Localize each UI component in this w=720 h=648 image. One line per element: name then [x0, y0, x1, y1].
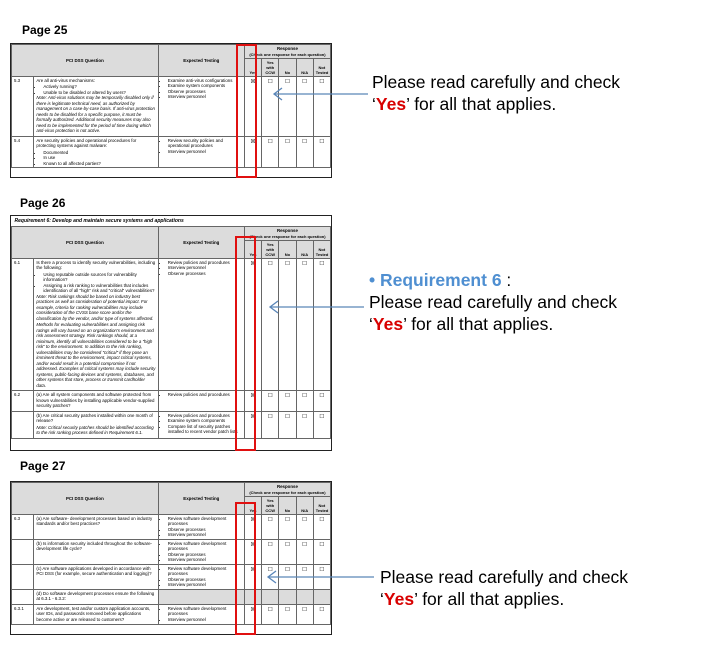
requirement-number — [12, 564, 34, 589]
quote-close: ’ — [414, 589, 418, 609]
response-column-1: Yes with CCW — [262, 240, 279, 258]
requirement-number — [12, 589, 34, 604]
question-note: Note: Anti-virus solutions may be temporarily disabled only if there is legitimate technical need, as authorized by management on a case-by-case basis. If anti-virus protection needs to be disabled for a specific purpose, it must be formally authorized. Additional security measures may also need to be implemented for the period of time during which anti-virus protection is not active. — [36, 95, 155, 133]
testing-cell — [158, 604, 244, 625]
testing-cell — [158, 411, 244, 438]
table-row — [12, 539, 331, 564]
table-row — [12, 76, 331, 136]
response-column-3: N/A — [296, 58, 313, 76]
callout-page-25 — [372, 71, 620, 115]
testing-item: • Examine anti-virus configurations — [168, 78, 242, 84]
page-label-25: Page 25 — [22, 23, 68, 37]
shaded-cell — [262, 589, 279, 604]
response-checkbox[interactable]: ☐ — [313, 391, 330, 412]
quote-open: ‘ — [380, 589, 384, 609]
response-column-1: Yes with CCW — [262, 58, 279, 76]
question-cell — [34, 539, 158, 564]
question-bullet: • Actively running? — [43, 84, 155, 90]
response-header — [244, 483, 330, 497]
document-page-26 — [10, 215, 332, 451]
testing-header: Expected Testing — [158, 227, 244, 259]
requirement-number — [12, 539, 34, 564]
document-page-25 — [10, 43, 332, 178]
testing-list — [161, 566, 242, 588]
question-text: (d) Do software development processes ensure the following at 6.3.1 - 6.3.2: — [36, 590, 155, 601]
callout-line-2 — [369, 313, 617, 335]
testing-list — [161, 606, 242, 623]
table-row — [12, 604, 331, 625]
callout-line-2 — [372, 93, 620, 115]
question-note: Note: Critical security patches should be identified according to the risk ranking process defined in Requirement 6.1. — [36, 424, 154, 436]
question-text: (a) Are all system components and software protected from known vulnerabilities by installing applicable vendor-supplied security patches? — [36, 392, 155, 409]
testing-item: • Review security policies and operational procedures — [168, 138, 242, 149]
table-row — [12, 589, 331, 604]
testing-cell — [158, 76, 244, 136]
callout-rest: for all that applies. — [409, 94, 557, 114]
table-row — [12, 391, 331, 412]
testing-list — [161, 541, 242, 563]
response-checkbox[interactable]: ☐ — [262, 76, 279, 136]
testing-item: • Review software development processes — [168, 516, 242, 527]
response-column-2: No — [279, 240, 296, 258]
question-note: Note: Risk rankings should be based on industry best practices as well as consideration of potential impact. For example, criteria for ranking vulnerabilities may include consideration of the CVSS base score and/or the classification by the vendor, and/or type of systems affected. — [36, 293, 154, 321]
response-checkbox[interactable]: ☐ — [279, 76, 296, 136]
testing-item: • Interview personnel — [168, 265, 242, 271]
response-checkbox[interactable]: ☐ — [313, 514, 330, 539]
response-label: Response — [276, 228, 298, 234]
yes-column-highlight-page-25 — [236, 44, 257, 178]
question-cell — [34, 514, 158, 539]
testing-item: • Review software development processes — [168, 541, 242, 552]
arrow-icon — [268, 86, 378, 102]
response-checkbox[interactable]: ☐ — [296, 136, 313, 168]
table-row — [12, 136, 331, 168]
shaded-cell — [296, 589, 313, 604]
response-checkbox[interactable]: ☐ — [279, 564, 296, 589]
response-column-4: Not Tested — [313, 58, 330, 76]
quote-open: ‘ — [372, 94, 376, 114]
response-checkbox[interactable]: ☐ — [313, 76, 330, 136]
yes-checkbox[interactable]: ☒ — [244, 604, 261, 625]
requirement-colon: : — [501, 270, 512, 290]
shaded-cell — [279, 589, 296, 604]
testing-cell — [158, 258, 244, 391]
question-bullet: • Assigning a risk ranking to vulnerabilities that includes identification of all "high" risk and "critical" vulnerabilities? — [43, 283, 155, 294]
response-checkbox[interactable]: ☐ — [296, 258, 313, 391]
response-column-4: Not Tested — [313, 496, 330, 514]
requirement-title-row — [12, 216, 331, 227]
response-sublabel: (Check one response for each question) — [249, 233, 326, 239]
page-label-27: Page 27 — [20, 459, 66, 473]
response-column-4: Not Tested — [313, 240, 330, 258]
question-text: Are all anti-virus mechanisms: — [36, 77, 95, 83]
question-bullet: • In use — [43, 155, 155, 161]
response-checkbox[interactable]: ☐ — [279, 539, 296, 564]
testing-cell — [158, 564, 244, 589]
quote-open: ‘ — [369, 314, 373, 334]
yes-checkbox[interactable]: ☒ — [244, 411, 261, 438]
question-text: (a) Are software- development processes based on industry standards and/or best practices? — [36, 515, 153, 526]
question-cell — [34, 258, 158, 391]
table-header-row — [12, 45, 331, 59]
requirement-6-label: • Requirement 6 — [369, 270, 502, 290]
response-checkbox[interactable]: ☐ — [296, 76, 313, 136]
yes-emphasis: Yes — [375, 94, 407, 114]
table-row — [12, 514, 331, 539]
response-checkbox[interactable]: ☐ — [262, 411, 279, 438]
callout-line-1: Please read carefully and check — [380, 567, 629, 587]
callout-page-26 — [369, 269, 617, 335]
testing-list — [161, 78, 242, 100]
question-bullets — [36, 150, 155, 167]
testing-item: • Review policies and procedures — [168, 413, 242, 419]
requirement-number: 6.2 — [12, 391, 34, 412]
testing-item: • Examine system components — [168, 83, 242, 89]
question-cell — [34, 564, 158, 589]
response-sublabel: (Check one response for each question) — [249, 489, 326, 495]
response-label: Response — [276, 484, 298, 489]
testing-item: • Interview personnel — [168, 617, 242, 623]
response-checkbox[interactable]: ☐ — [262, 258, 279, 391]
questionnaire-table — [11, 216, 331, 439]
response-checkbox[interactable]: ☐ — [279, 391, 296, 412]
response-checkbox[interactable]: ☐ — [313, 604, 330, 625]
question-cell — [34, 411, 158, 438]
response-checkbox[interactable]: ☐ — [262, 391, 279, 412]
response-column-2: No — [279, 58, 296, 76]
yes-checkbox[interactable]: ☒ — [244, 539, 261, 564]
requirement-number: 5.3 — [12, 76, 34, 136]
page-label-26: Page 26 — [20, 196, 66, 210]
callout-rest: for all that applies. — [417, 589, 565, 609]
testing-item: • Interview personnel — [168, 149, 242, 155]
testing-item: • Observe processes — [168, 552, 242, 558]
testing-cell — [158, 391, 244, 412]
testing-item: • Examine system components — [168, 418, 242, 424]
response-column-3: N/A — [296, 496, 313, 514]
testing-list — [161, 260, 242, 277]
question-bullets — [36, 84, 155, 95]
response-checkbox[interactable]: ☐ — [313, 539, 330, 564]
callout-line-2 — [380, 588, 628, 610]
question-header: PCI DSS Question — [12, 227, 159, 259]
testing-header: Expected Testing — [158, 483, 244, 515]
testing-item: • Observe processes — [168, 271, 242, 277]
requirement-title: Requirement 6: Develop and maintain secure systems and applications — [12, 216, 331, 227]
response-column-2: No — [279, 496, 296, 514]
requirement-number: 6.1 — [12, 258, 34, 391]
question-header: PCI DSS Question — [12, 483, 159, 515]
response-checkbox[interactable]: ☐ — [262, 539, 279, 564]
question-text: (c) Are software applications developed in accordance with PCI DSS (for example, secure authentication and logging)? — [36, 565, 152, 576]
testing-item: • Observe processes — [168, 527, 242, 533]
response-checkbox[interactable]: ☐ — [296, 411, 313, 438]
response-checkbox[interactable]: ☐ — [262, 514, 279, 539]
requirement-number — [12, 411, 34, 438]
response-column-0: Yes — [244, 58, 261, 76]
response-column-3: N/A — [296, 240, 313, 258]
testing-item: • Interview personnel — [168, 582, 242, 588]
response-sublabel: (Check one response for each question) — [249, 51, 326, 57]
response-checkbox[interactable]: ☐ — [313, 564, 330, 589]
testing-item: • Interview personnel — [168, 532, 242, 538]
question-cell — [34, 604, 158, 625]
table-row — [12, 411, 331, 438]
question-cell — [34, 76, 158, 136]
testing-list — [161, 516, 242, 538]
testing-cell — [158, 539, 244, 564]
shaded-cell — [313, 589, 330, 604]
yes-checkbox[interactable]: ☒ — [244, 258, 261, 391]
testing-item: • Interview personnel — [168, 94, 242, 100]
questionnaire-table — [11, 482, 331, 625]
table-header-row — [12, 483, 331, 497]
table-row — [12, 258, 331, 391]
quote-close: ’ — [406, 94, 410, 114]
testing-cell — [158, 589, 244, 604]
response-checkbox[interactable]: ☐ — [262, 136, 279, 168]
question-bullet: • Documented — [43, 150, 155, 156]
response-column-1: Yes with CCW — [262, 496, 279, 514]
callout-line-1: Please read carefully and check — [369, 292, 618, 312]
response-checkbox[interactable]: ☐ — [262, 564, 279, 589]
question-text: (b) Are critical security patches installed within one month of release? — [36, 412, 153, 424]
requirement-heading — [369, 269, 617, 291]
requirement-number: 6.3.1 — [12, 604, 34, 625]
response-checkbox[interactable]: ☐ — [262, 604, 279, 625]
response-header — [244, 45, 330, 59]
question-text: Are development, test and/or custom application accounts, user IDs, and passwords removed before applications become active or are released to customers? — [36, 605, 151, 622]
callout-page-27 — [380, 566, 628, 610]
table-header-row — [12, 227, 331, 241]
callout-line-1: Please read carefully and check — [372, 72, 621, 92]
arrow-icon — [264, 299, 374, 315]
question-bullet: • Known to all affected parties? — [43, 161, 155, 167]
yes-column-highlight-page-26 — [235, 236, 256, 451]
response-header — [244, 227, 330, 241]
response-checkbox[interactable]: ☐ — [296, 391, 313, 412]
testing-header: Expected Testing — [158, 45, 244, 77]
arrow-icon — [262, 569, 382, 585]
response-column-0: Yes — [244, 240, 261, 258]
question-bullet: • Using reputable outside sources for vulnerability information? — [43, 272, 155, 283]
yes-column-highlight-page-27 — [235, 502, 256, 635]
question-header: PCI DSS Question — [12, 45, 159, 77]
question-text: Are security policies and operational procedures for protecting systems against malware: — [36, 137, 137, 148]
testing-list — [161, 138, 242, 155]
yes-emphasis: Yes — [372, 314, 404, 334]
question-cell — [34, 589, 158, 604]
response-checkbox[interactable]: ☐ — [279, 514, 296, 539]
testing-item: • Observe processes — [168, 89, 242, 95]
testing-item: • Compare list of security patches installed to recent vendor patch lists — [168, 424, 242, 435]
response-checkbox[interactable]: ☐ — [296, 564, 313, 589]
document-page-27 — [10, 481, 332, 635]
response-checkbox[interactable]: ☐ — [313, 136, 330, 168]
yes-checkbox[interactable]: ☒ — [244, 564, 261, 589]
testing-list — [161, 413, 242, 435]
response-checkbox[interactable]: ☐ — [279, 411, 296, 438]
yes-checkbox[interactable]: ☒ — [244, 136, 261, 168]
yes-emphasis: Yes — [383, 589, 415, 609]
question-cell — [34, 391, 158, 412]
yes-checkbox[interactable]: ☒ — [244, 76, 261, 136]
question-cell — [34, 136, 158, 168]
testing-item: • Interview personnel — [168, 557, 242, 563]
question-bullet: • Unable to be disabled or altered by users? — [43, 90, 155, 96]
response-checkbox[interactable]: ☐ — [313, 411, 330, 438]
quote-close: ’ — [403, 314, 407, 334]
testing-item: • Review policies and procedures — [168, 260, 242, 266]
testing-list — [161, 392, 242, 398]
response-checkbox[interactable]: ☐ — [296, 539, 313, 564]
response-label: Response — [276, 46, 298, 51]
question-text: (b) Is information security included throughout the software-development life cycle? — [36, 540, 153, 551]
testing-item: • Review software development processes — [168, 606, 242, 617]
questionnaire-table — [11, 44, 331, 168]
response-column-0: Yes — [244, 496, 261, 514]
question-text: Is there a process to identify security vulnerabilities, including the following: — [36, 259, 156, 271]
yes-checkbox[interactable]: ☒ — [244, 514, 261, 539]
testing-item: • Review policies and procedures — [168, 392, 242, 398]
response-checkbox[interactable]: ☐ — [296, 604, 313, 625]
testing-cell — [158, 514, 244, 539]
response-checkbox[interactable]: ☐ — [279, 136, 296, 168]
response-checkbox[interactable]: ☐ — [279, 604, 296, 625]
response-checkbox[interactable]: ☐ — [279, 258, 296, 391]
question-extra: Methods for evaluating vulnerabilities and assigning risk ratings will vary based on an organization's environment and risk assessment strategy. Risk rankings should, at a minimum, identify all vulnerabilities considered to be a "high risk" to the environment. In addition to the risk ranking, vulnerabilities may be considered "critical" if they pose an imminent threat to the environment, impact critical systems, and/or would result in a potential compromise if not addressed. Examples of critical systems may include security systems, public-facing devices and systems, databases, and other systems that store, process or transmit cardholder data. — [36, 322, 156, 388]
requirement-number: 6.3 — [12, 514, 34, 539]
testing-item: • Review software development processes — [168, 566, 242, 577]
yes-checkbox[interactable]: ☒ — [244, 391, 261, 412]
requirement-number: 5.4 — [12, 136, 34, 168]
testing-item: • Observe processes — [168, 577, 242, 583]
testing-cell — [158, 136, 244, 168]
callout-rest: for all that applies. — [406, 314, 554, 334]
response-checkbox[interactable]: ☐ — [313, 258, 330, 391]
question-bullets — [36, 272, 155, 294]
response-checkbox[interactable]: ☐ — [296, 514, 313, 539]
